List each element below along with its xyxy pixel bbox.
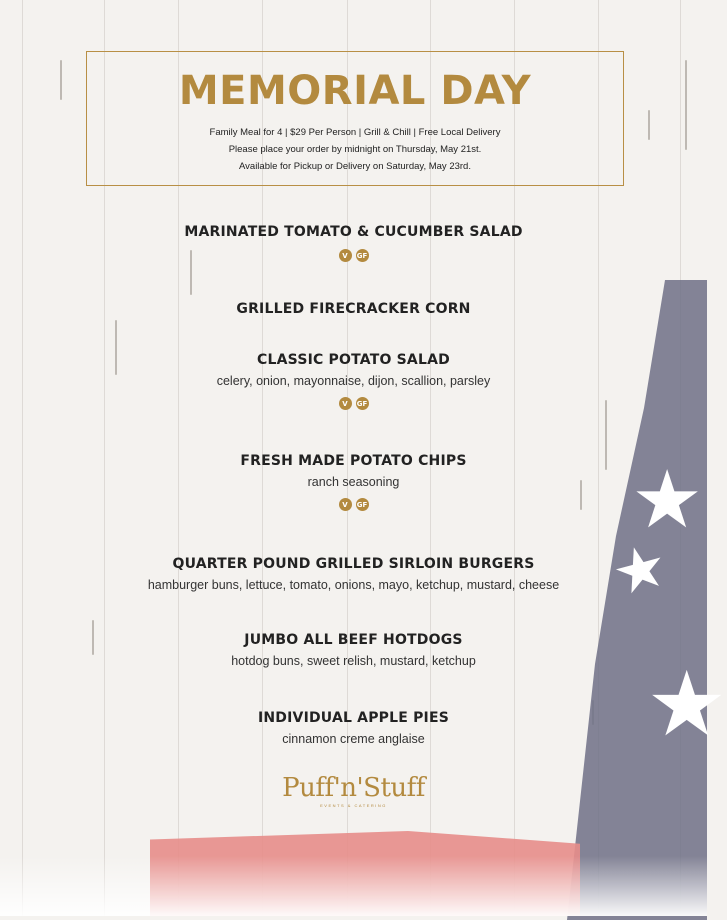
menu-item-description: ranch seasoning [307,475,400,489]
menu-item [0,301,707,317]
star-icon: ★ [631,453,703,546]
dietary-badges [0,397,707,410]
star-icon: ★ [605,529,676,611]
header-box [86,51,624,186]
menu-item-title: FRESH MADE POTATO CHIPS [240,453,467,469]
menu-item [0,352,707,410]
menu-item-title: MARINATED TOMATO & CUCUMBER SALAD [184,224,523,240]
menu-item-title: QUARTER POUND GRILLED SIRLOIN BURGERS [172,556,535,572]
menu-item-title: GRILLED FIRECRACKER CORN [236,301,471,317]
menu-item [0,453,707,511]
menu-item-title: JUMBO ALL BEEF HOTDOGS [244,632,463,648]
header-info-line: Family Meal for 4 | $29 Per Person | Grill & Chill | Free Local Delivery [209,127,501,138]
header-order-deadline: Please place your order by midnight on Thursday, May 21st. [228,144,482,155]
menu-item-title: INDIVIDUAL APPLE PIES [257,710,450,726]
vegetarian-badge: V [339,498,352,511]
dietary-badges [0,249,707,262]
menu-item-description: hotdog buns, sweet relish, mustard, ketchup [231,654,476,668]
header-pickup-info: Available for Pickup or Delivery on Saturday, May 23rd. [239,161,471,172]
dietary-badges [0,498,707,511]
logo-tagline: EVENTS & CATERING [320,803,387,808]
gluten-free-badge: GF [356,249,369,262]
gluten-free-badge: GF [356,498,369,511]
menu-item [0,710,707,746]
gluten-free-badge: GF [356,397,369,410]
menu-item-description: hamburger buns, lettuce, tomato, onions, mayo, ketchup, mustard, cheese [147,578,560,592]
brand-logo [0,775,707,808]
menu-item [0,556,707,592]
menu-item-description: cinnamon creme anglaise [282,732,425,746]
star-icon: ★ [646,652,727,757]
vegetarian-badge: V [339,249,352,262]
vegetarian-badge: V [339,397,352,410]
logo-wordmark: Puff'n'Stuff [282,773,425,803]
menu-item-description: celery, onion, mayonnaise, dijon, scallion, parsley [216,374,491,388]
menu-item [0,632,707,668]
menu-item [0,224,707,262]
menu-item-title: CLASSIC POTATO SALAD [257,352,450,368]
page-title: MEMORIAL DAY [178,68,532,114]
flag-white-stripe [0,856,707,916]
